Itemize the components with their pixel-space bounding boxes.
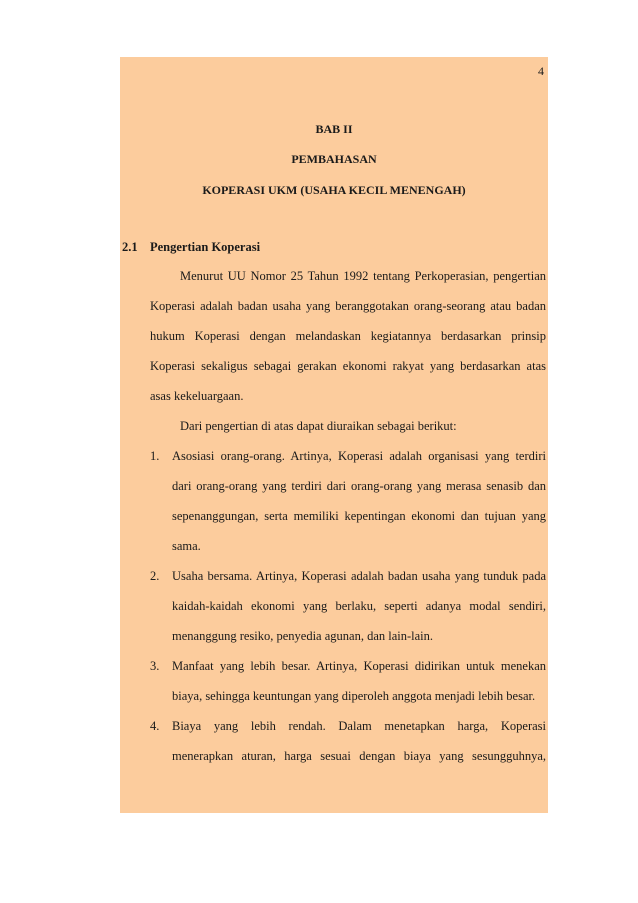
list-line: dari orang-orang yang terdiri dari orang-orang yang merasa senasib dan (172, 479, 546, 493)
list-number: 3. (150, 659, 160, 673)
list-line: kaidah-kaidah ekonomi yang berlaku, seperti adanya modal sendiri, (172, 599, 546, 613)
list-line: sepenanggungan, serta memiliki kepentingan ekonomi dan tujuan yang (172, 509, 546, 523)
list-line: sama. (172, 539, 201, 553)
list-line: Manfaat yang lebih besar. Artinya, Koperasi didirikan untuk menekan (172, 659, 546, 673)
chapter-subtitle: KOPERASI UKM (USAHA KECIL MENENGAH) (202, 183, 466, 197)
list-line: Usaha bersama. Artinya, Koperasi adalah badan usaha yang tunduk pada (172, 569, 546, 583)
paragraph-line: hukum Koperasi dengan melandaskan kegiatannya berdasarkan prinsip (150, 329, 546, 343)
paragraph-line: Menurut UU Nomor 25 Tahun 1992 tentang Perkoperasian, pengertian (180, 269, 546, 283)
list-number: 1. (150, 449, 160, 463)
section-title: Pengertian Koperasi (150, 240, 261, 254)
list-line: biaya, sehingga keuntungan yang diperoleh anggota menjadi lebih besar. (172, 689, 536, 703)
list-number: 4. (150, 719, 160, 733)
list-line: menerapkan aturan, harga sesuai dengan biaya yang sesungguhnya, (172, 749, 546, 763)
page-number: 4 (538, 64, 544, 78)
paragraph-line: Koperasi adalah badan usaha yang beranggotakan orang-seorang atau badan (150, 299, 546, 313)
list-line: Asosiasi orang-orang. Artinya, Koperasi adalah organisasi yang terdiri (172, 449, 546, 463)
list-line: Biaya yang lebih rendah. Dalam menetapkan harga, Koperasi (172, 719, 546, 733)
paragraph-line: Koperasi sekaligus sebagai gerakan ekonomi rakyat yang berdasarkan atas (150, 359, 546, 373)
list-line: menanggung resiko, penyedia agunan, dan lain-lain. (172, 629, 434, 643)
chapter-heading: BAB II (315, 122, 353, 136)
list-number: 2. (150, 569, 160, 583)
paragraph-line: Dari pengertian di atas dapat diuraikan sebagai berikut: (180, 419, 457, 433)
paragraph-line: asas kekeluargaan. (150, 389, 244, 403)
section-number: 2.1 (122, 240, 138, 254)
chapter-title: PEMBAHASAN (291, 152, 377, 166)
